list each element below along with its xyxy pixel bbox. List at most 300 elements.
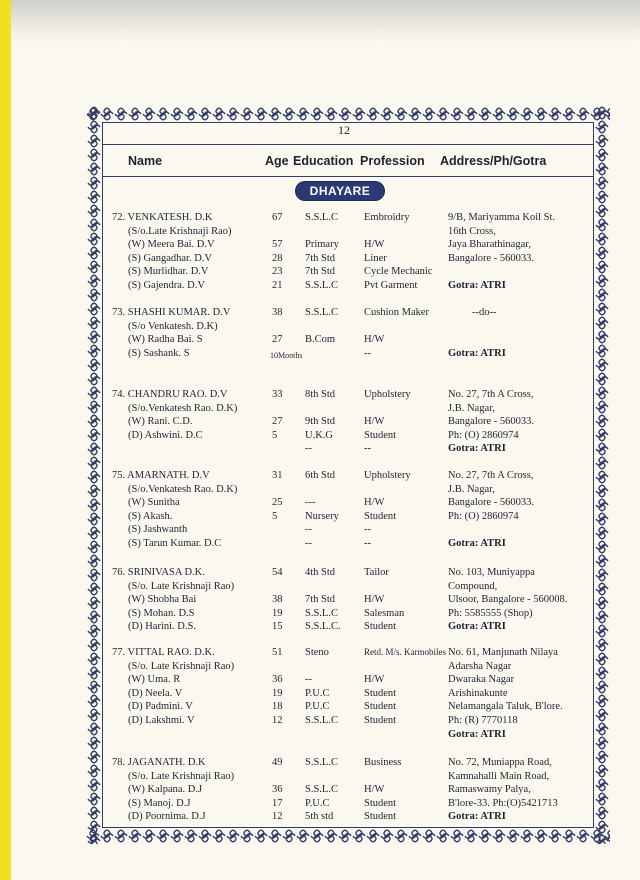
member-name: (D) Padmini. V [128,701,193,713]
floral-motif [88,625,100,637]
member-profession: Student [364,510,397,522]
member-age: 67 [272,212,283,223]
address-line: No. 27, 7th A Cross, [448,470,534,481]
floral-motif [157,830,169,842]
floral-motif [596,681,608,693]
floral-motif [596,289,608,301]
floral-pattern [86,106,610,122]
member-education: 9th Std [305,416,336,428]
member-profession: -- [364,443,371,455]
floral-motif [88,443,100,455]
member-profession: H/W [364,784,385,796]
floral-motif [596,639,608,651]
floral-motif [88,429,100,441]
gotra-label: Gotra: ATRI [448,347,506,359]
border-right [594,106,610,844]
floral-motif [596,499,608,511]
floral-motif [596,135,608,147]
member-name: (S/o.Venkatesh Rao. D.K) [128,483,238,495]
address-line: Ph: (O) 2860974 [448,510,519,522]
member-education: U.K.G [305,429,333,441]
floral-motif [596,625,608,637]
floral-motif [129,830,141,842]
floral-motif [88,289,100,301]
member-education: S.S.L.C [305,607,338,619]
member-name: (D) Ashwini. D.C [128,429,203,441]
member-education: S.S.L.C. [305,621,341,633]
member-age: 5 [272,510,278,522]
section-title-badge: DHAYARE [296,182,384,200]
border-top [86,106,610,122]
member-age: 31 [272,470,283,481]
member-profession: Retd. M/s. Karmobiles [364,647,446,657]
floral-motif [88,247,100,259]
floral-motif [143,830,155,842]
member-education: S.S.L.C [305,307,338,318]
floral-motif [88,611,100,623]
floral-motif [227,108,239,120]
member-education: S.S.L.C [305,715,338,726]
floral-motif [255,108,267,120]
gotra-label: Gotra: ATRI [448,538,506,549]
member-profession: Student [364,429,397,441]
member-name: (W) Sunitha [128,497,180,509]
member-name: (S) Tarun Kumar. D.C [128,538,222,549]
address-line: Bangalore - 560033. [448,497,535,509]
floral-motif [88,765,100,777]
floral-motif [596,219,608,231]
floral-pattern [86,828,610,844]
member-profession: Upholstery [364,389,411,400]
member-education: 8th Std [305,389,336,400]
member-name: (W) Radha Bai. S [128,334,203,346]
floral-motif [596,345,608,357]
member-education: B.Com [305,334,336,346]
floral-motif [535,830,547,842]
floral-motif [596,779,608,791]
floral-motif [297,108,309,120]
floral-motif [596,471,608,483]
floral-motif [325,108,337,120]
floral-motif [549,830,561,842]
floral-motif [143,108,155,120]
floral-motif [88,135,100,147]
floral-motif [101,108,113,120]
member-age: 19 [272,687,283,699]
floral-motif [88,807,100,819]
member-profession: Student [364,621,397,633]
member-profession: -- [364,538,371,549]
floral-motif [423,108,435,120]
floral-motif [507,830,519,842]
floral-motif [381,108,393,120]
floral-motif [596,261,608,273]
member-profession: Cycle Mechanic [364,266,433,278]
member-name: (S/o.Venkatesh Rao. D.K) [128,402,238,414]
floral-motif [88,709,100,721]
member-name: (D) Lakshmi. V [128,715,195,726]
floral-motif [479,108,491,120]
floral-motif [596,569,608,581]
column-header-address: Address/Ph/Gotra [440,154,547,168]
floral-motif [437,108,449,120]
page-number: 12 [338,123,350,137]
floral-motif [367,108,379,120]
address-line: 9/B, Mariyamma Koil St. [448,212,556,223]
floral-motif [88,723,100,735]
member-age: 5 [272,429,278,441]
member-profession: H/W [364,239,385,251]
address-line: Bangalore - 560033. [448,416,535,428]
address-line: Ulsoor, Bangalore - 560008. [448,594,568,606]
member-age: 54 [272,567,283,578]
floral-motif [88,835,100,844]
floral-motif [437,830,449,842]
floral-motif [88,653,100,665]
inner-rule-right [593,122,594,828]
address-line: Compound, [448,580,498,592]
member-name: 78. JAGANATH. D.K [112,757,206,768]
floral-motif [283,830,295,842]
member-name: (S) Gajendra. D.V [128,280,205,291]
floral-motif [577,108,589,120]
floral-motif [353,830,365,842]
member-name: (S/o.Late Krishnaji Rao) [128,225,232,237]
member-education: -- [305,538,312,549]
floral-motif [157,108,169,120]
floral-motif [269,830,281,842]
floral-motif [88,597,100,609]
member-profession: Pvt Garment [364,280,418,291]
column-header-age: Age [265,154,289,168]
floral-motif [596,415,608,427]
member-name: (S) Murlidhar. D.V [128,266,209,278]
address-line: B'lore-33. Ph:(O)5421713 [448,797,558,809]
floral-motif [577,830,589,842]
floral-pattern [86,106,102,844]
floral-motif [596,121,608,133]
gotra-label: Gotra: ATRI [448,621,506,633]
member-age: 18 [272,701,283,713]
floral-motif [88,555,100,567]
floral-motif [339,108,351,120]
floral-motif [596,429,608,441]
floral-motif [596,303,608,315]
floral-motif [88,541,100,553]
floral-motif [269,108,281,120]
floral-motif [549,108,561,120]
floral-motif [479,830,491,842]
floral-motif [255,830,267,842]
floral-motif [88,499,100,511]
address-line: J.B. Nagar, [448,402,495,414]
floral-motif [88,415,100,427]
floral-motif [88,667,100,679]
floral-motif [88,359,100,371]
address-line: Jaya Bharathinagar, [448,239,531,251]
member-name: (W) Meera Bai. D.V [128,239,215,251]
floral-motif [596,373,608,385]
member-profession: Student [364,715,397,726]
floral-motif [596,247,608,259]
floral-motif [213,108,225,120]
floral-motif [596,835,608,844]
member-age: 15 [272,621,283,633]
floral-motif [88,793,100,805]
floral-motif [596,457,608,469]
member-age: 57 [272,239,283,251]
floral-motif [596,359,608,371]
floral-motif [535,108,547,120]
member-profession: Student [364,797,397,809]
floral-motif [283,108,295,120]
floral-motif [451,108,463,120]
address-line: --do-- [472,307,497,318]
member-profession: Cushion Maker [364,307,430,318]
member-age: 23 [272,266,283,278]
member-name: 72. VENKATESH. D.K [112,212,213,223]
address-line: Dwaraka Nagar [448,674,515,686]
member-profession: -- [364,524,371,536]
member-education: 4th Std [305,567,336,578]
member-age: 19 [272,607,283,619]
floral-motif [596,387,608,399]
member-education: S.S.L.C [305,784,338,796]
floral-motif [185,830,197,842]
member-education: 7th Std [305,266,336,278]
member-name: (S/o. Late Krishnaji Rao) [128,580,235,592]
border-bottom [86,828,610,844]
floral-motif [88,331,100,343]
member-education: P.U.C [305,687,330,699]
floral-motif [395,830,407,842]
address-line: Bangalore - 560033. [448,252,535,264]
address-line: No. 72, Muniappa Road, [448,757,552,768]
member-education: Steno [305,647,329,658]
member-age: 38 [272,594,283,606]
floral-motif [596,485,608,497]
member-age: 12 [272,715,283,726]
column-header-name: Name [128,154,163,168]
member-profession: H/W [364,674,385,686]
member-age: 12 [272,811,283,823]
member-education: 7th Std [305,252,336,264]
floral-motif [596,401,608,413]
member-profession: -- [364,347,371,359]
floral-motif [596,583,608,595]
member-profession: H/W [364,497,385,509]
floral-motif [381,830,393,842]
floral-motif [88,569,100,581]
floral-motif [395,108,407,120]
floral-motif [423,830,435,842]
floral-motif [596,751,608,763]
member-profession: H/W [364,594,385,606]
member-age: 28 [272,252,283,264]
floral-motif [101,830,113,842]
gotra-label: Gotra: ATRI [448,728,506,740]
member-name: (S) Jashwanth [128,524,188,536]
floral-motif [596,513,608,525]
member-name: (W) Rani. C.D. [128,416,193,428]
member-name: (S) Manoj. D.J [128,797,191,809]
member-education: -- [305,674,312,686]
member-education: 6th Std [305,470,336,481]
floral-motif [88,177,100,189]
address-line: Ph: (O) 2860974 [448,429,519,441]
member-name: (S) Mohan. D.S [128,607,195,619]
floral-pattern [594,106,610,844]
member-education: -- [305,524,312,536]
member-name: (S) Gangadhar. D.V [128,252,212,264]
floral-motif [88,401,100,413]
floral-motif [596,233,608,245]
member-name: (S/o. Late Krishnaji Rao) [128,660,235,672]
floral-motif [596,443,608,455]
floral-motif [596,765,608,777]
floral-motif [311,108,323,120]
scan-bottom-margin [11,844,640,880]
floral-motif [241,108,253,120]
member-profession: Business [364,757,402,768]
floral-motif [171,108,183,120]
member-profession: Salesman [364,607,405,619]
floral-motif [596,807,608,819]
floral-motif [88,121,100,133]
member-name: 73. SHASHI KUMAR. D.V [112,307,231,318]
floral-motif [353,108,365,120]
floral-motif [596,205,608,217]
floral-motif [88,191,100,203]
member-name: (S/o. Late Krishnaji Rao) [128,770,235,782]
floral-motif [339,830,351,842]
header-rule-top [102,144,594,145]
floral-motif [199,830,211,842]
member-age: 10Months [270,350,303,360]
floral-motif [88,261,100,273]
member-education: S.S.L.C [305,212,338,223]
floral-motif [88,583,100,595]
address-line: Ph: (R) 7770118 [448,715,518,726]
member-education: P.U.C [305,797,330,809]
member-profession: Embroidry [364,212,410,223]
header-rule-bottom [102,176,594,177]
floral-motif [88,149,100,161]
floral-motif [465,830,477,842]
floral-motif [596,191,608,203]
floral-motif [409,830,421,842]
member-name: (S) Sashank. S [128,347,190,359]
floral-motif [596,527,608,539]
member-name: (D) Neela. V [128,687,183,699]
floral-motif [596,737,608,749]
floral-motif [325,830,337,842]
member-age: 21 [272,280,283,291]
address-line: No. 61, Manjunath Nilaya [448,647,558,658]
floral-motif [185,108,197,120]
floral-motif [596,597,608,609]
floral-motif [88,219,100,231]
gotra-label: Gotra: ATRI [448,811,506,823]
floral-motif [521,830,533,842]
member-education: Nursery [305,510,339,522]
floral-motif [115,108,127,120]
member-name: 74. CHANDRU RAO. D.V [112,389,228,400]
member-name: 76. SRINIVASA D.K. [112,567,205,578]
member-education: 7th Std [305,594,336,606]
gotra-label: Gotra: ATRI [448,280,506,291]
floral-motif [88,275,100,287]
page-edge-strip [0,0,11,880]
floral-motif [493,108,505,120]
member-profession: Liner [364,252,387,264]
member-education: -- [305,443,312,455]
column-header-education: Education [293,154,354,168]
member-profession: H/W [364,334,385,346]
floral-motif [88,737,100,749]
floral-motif [88,821,100,833]
floral-motif [596,317,608,329]
floral-motif [241,830,253,842]
scan-shadow [11,0,640,44]
address-line: J.B. Nagar, [448,483,495,495]
address-line: Nelamangala Taluk, B'lore. [448,701,563,713]
member-age: 49 [272,757,283,768]
member-name: (D) Harini. D.S. [128,621,196,633]
floral-motif [88,485,100,497]
floral-motif [88,317,100,329]
floral-motif [563,830,575,842]
floral-motif [129,108,141,120]
floral-motif [88,471,100,483]
floral-motif [115,830,127,842]
floral-motif [88,513,100,525]
floral-motif [171,830,183,842]
address-line: No. 27, 7th A Cross, [448,389,534,400]
floral-motif [199,108,211,120]
member-profession: Tailor [364,567,389,578]
floral-motif [88,163,100,175]
member-name: (S) Akash. [128,510,173,522]
floral-motif [596,275,608,287]
floral-motif [88,373,100,385]
floral-motif [596,709,608,721]
member-profession: H/W [364,416,385,428]
floral-motif [213,830,225,842]
address-line: No. 103, Muniyappa [448,567,535,578]
member-education: S.S.L.C [305,757,338,768]
floral-motif [367,830,379,842]
member-education: P.U.C [305,701,330,713]
member-education: Primary [305,239,339,251]
floral-motif [596,821,608,833]
member-age: 27 [272,334,283,346]
floral-motif [88,639,100,651]
member-name: (W) Kalpana. D.J [128,784,203,796]
border-left [86,106,102,844]
floral-motif [596,653,608,665]
floral-motif [596,723,608,735]
member-age: 25 [272,497,283,509]
floral-motif [521,108,533,120]
address-line: Kamnahalli Main Road, [448,770,550,782]
floral-motif [596,695,608,707]
floral-motif [311,830,323,842]
floral-motif [596,611,608,623]
member-age: 51 [272,647,283,658]
member-education: 5th std [305,811,334,823]
member-education: --- [305,497,316,509]
